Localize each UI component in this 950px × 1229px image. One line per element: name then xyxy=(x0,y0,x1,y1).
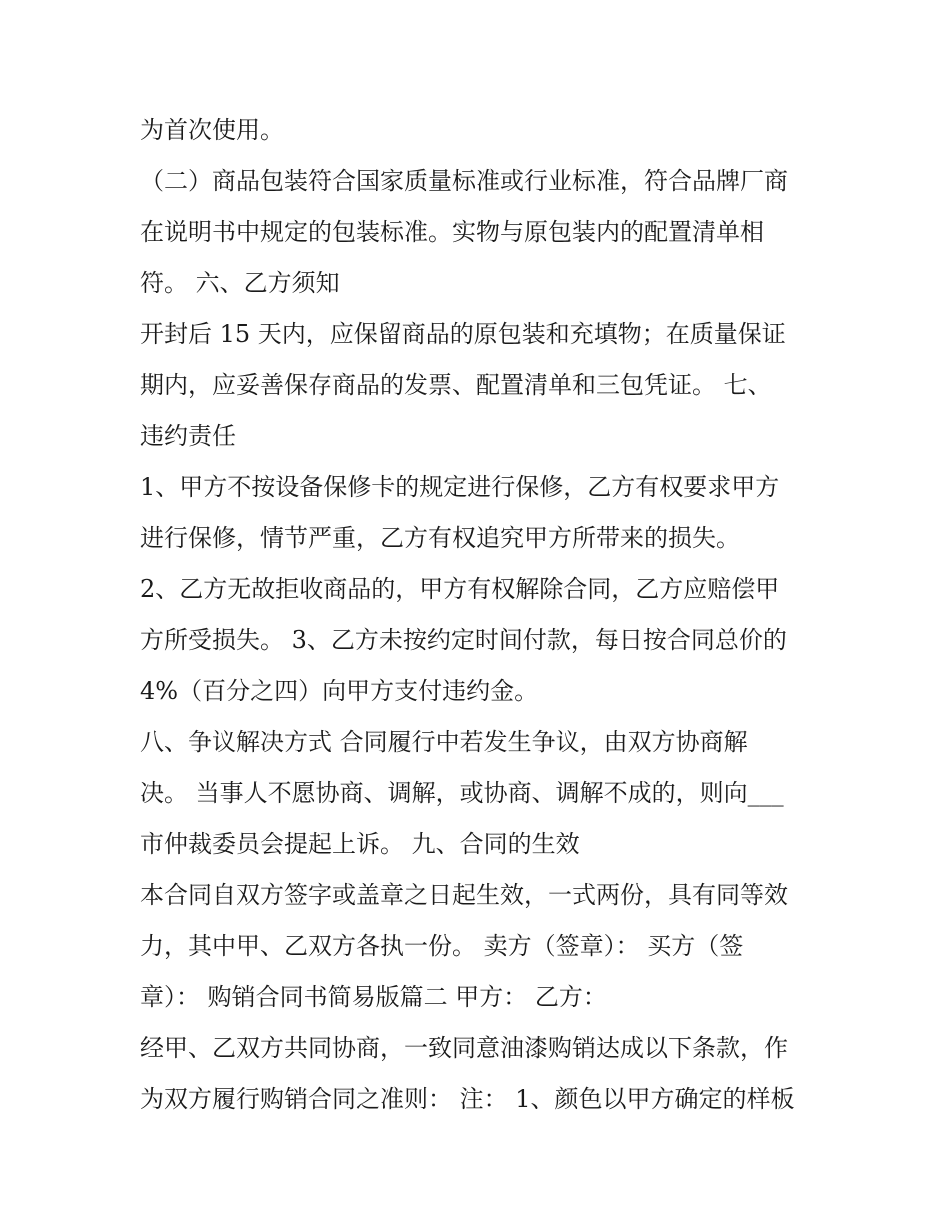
text-line: （二）商品包装符合国家质量标准或行业标准，符合品牌厂商 xyxy=(140,167,788,195)
text-line: 1、甲方不按设备保修卡的规定进行保修，乙方有权要求甲方 xyxy=(140,473,780,501)
text-line: 方所受损失。 3、乙方未按约定时间付款，每日按合同总价的 xyxy=(140,626,787,654)
text-line: 本合同自双方签字或盖章之日起生效，一式两份，具有同等效 xyxy=(140,881,788,909)
text-line: 开封后 15 天内，应保留商品的原包装和充填物；在质量保证 xyxy=(140,320,786,348)
text-line: 经甲、乙双方共同协商，一致同意油漆购销达成以下条款，作 xyxy=(140,1034,788,1062)
text-line: 决。 当事人不愿协商、调解，或协商、调解不成的，则向___ xyxy=(140,779,784,807)
text-line: 为首次使用。 xyxy=(140,116,284,144)
text-line: 在说明书中规定的包装标准。实物与原包装内的配置清单相 xyxy=(140,218,764,246)
text-line: 4%（百分之四）向甲方支付违约金。 xyxy=(140,677,539,705)
text-line: 2、乙方无故拒收商品的，甲方有权解除合同，乙方应赔偿甲 xyxy=(140,575,780,603)
text-line: 符。 六、乙方须知 xyxy=(140,269,340,297)
text-line: 为双方履行购销合同之准则： 注： 1、颜色以甲方确定的样板 xyxy=(140,1085,795,1113)
text-line: 章）： 购销合同书简易版篇二 甲方： 乙方： xyxy=(140,983,607,1011)
text-line: 力，其中甲、乙双方各执一份。 卖方（签章）： 买方（签 xyxy=(140,932,744,960)
text-line: 八、争议解决方式 合同履行中若发生争议，由双方协商解 xyxy=(140,728,748,756)
text-line: 违约责任 xyxy=(140,422,236,450)
text-line: 进行保修，情节严重，乙方有权追究甲方所带来的损失。 xyxy=(140,524,740,552)
text-line: 期内，应妥善保存商品的发票、配置清单和三包凭证。 七、 xyxy=(140,371,772,399)
text-line: 市仲裁委员会提起上诉。 九、合同的生效 xyxy=(140,830,580,858)
document-body xyxy=(140,105,840,1125)
